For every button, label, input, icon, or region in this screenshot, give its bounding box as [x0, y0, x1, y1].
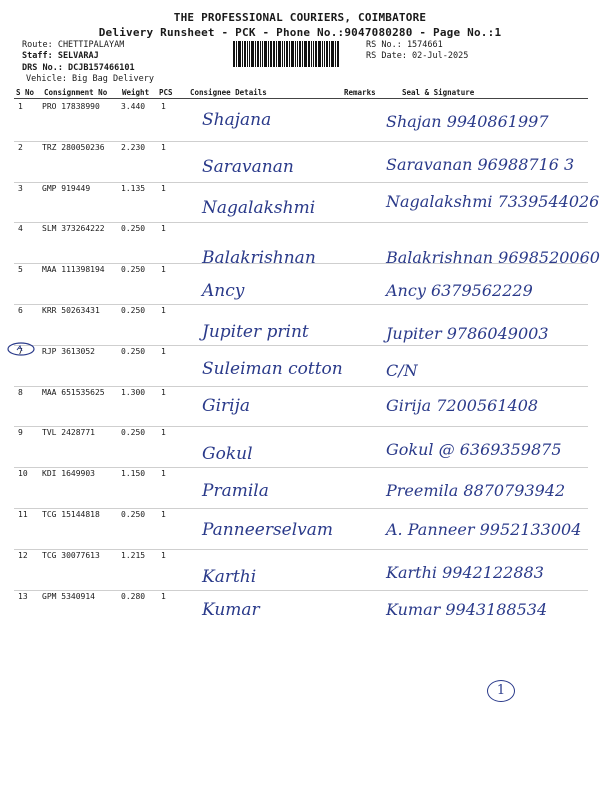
row-sno: 1	[18, 102, 23, 111]
row-sno: 2	[18, 142, 23, 152]
row-pcs: 1	[161, 387, 166, 397]
col-consignment: Consignment No	[44, 88, 108, 97]
row-sno: 11	[18, 510, 28, 519]
row-seal-signature: Jupiter 9786049003	[386, 324, 549, 343]
row-divider	[14, 222, 588, 223]
staff-label: Staff: SELVARAJ	[22, 51, 99, 61]
row-consignee-name: Pramila	[202, 481, 269, 502]
vehicle-label: Vehicle: Big Bag Delivery	[26, 74, 154, 84]
row-sno: 10	[18, 469, 28, 479]
row-consignment-no: TVL 2428771	[42, 428, 95, 438]
drs-number: DRS No.: DCJB157466101	[22, 63, 135, 73]
row-pcs: 1	[161, 510, 166, 519]
row-divider	[14, 345, 588, 346]
row-seal-signature: Karthi 9942122883	[386, 562, 544, 582]
row-consignee-name: Ancy	[202, 281, 245, 302]
row-weight: 1.300	[121, 387, 146, 397]
row-consignee-name: Nagalakshmi	[202, 197, 316, 218]
row-weight: 0.280	[121, 591, 146, 601]
row-divider	[14, 141, 588, 142]
runsheet-subtitle: Delivery Runsheet - PCK - Phone No.:9047080280 - Page No.:1	[98, 26, 502, 39]
row-seal-signature: A. Panneer 9952133004	[386, 520, 582, 539]
row-consignment-no: GMP 919449	[42, 183, 91, 193]
row-consignee-name: Shajana	[202, 110, 272, 130]
row-divider	[14, 549, 588, 550]
row-weight: 1.135	[121, 183, 146, 193]
row-weight: 0.250	[121, 428, 146, 438]
row-consignment-no: KDI 1649903	[42, 469, 95, 479]
row-sno: 5	[18, 265, 23, 275]
row-seal-signature: Kumar 9943188534	[386, 599, 548, 619]
row-pcs: 1	[161, 346, 166, 356]
page-mark-circled: 1	[487, 680, 515, 702]
row-weight: 2.230	[121, 142, 146, 152]
row-seal-signature: Ancy 6379562229	[386, 281, 533, 301]
row-consignment-no: MAA 111398194	[42, 265, 105, 275]
row-consignee-name: Suleiman cotton	[202, 358, 343, 379]
row-sno: 9	[18, 428, 23, 438]
row-pcs: 1	[161, 591, 166, 601]
row-consignee-name: Girija	[202, 395, 250, 416]
row-pcs: 1	[161, 142, 166, 152]
row-consignment-no: RJP 3613052	[42, 346, 95, 356]
row-sno: 13	[18, 591, 28, 601]
row-seal-signature: Gokul @ 6369359875	[386, 440, 562, 460]
row-pcs: 1	[161, 428, 166, 438]
row-weight: 0.250	[121, 510, 146, 519]
row-pcs: 1	[161, 306, 166, 315]
row-sno: 4	[18, 224, 23, 234]
row-sno: 6	[18, 306, 23, 315]
row-pcs: 1	[161, 183, 166, 193]
col-pcs: PCS	[159, 88, 173, 97]
col-seal: Seal & Signature	[402, 88, 475, 97]
row-divider	[14, 263, 588, 264]
col-remarks: Remarks	[344, 88, 376, 97]
header-rule	[14, 98, 588, 99]
row-seal-signature: C/N	[386, 360, 418, 380]
row-divider	[14, 508, 588, 509]
row-consignee-name: Jupiter print	[202, 322, 309, 342]
row-consignee-name: Kumar	[202, 599, 260, 620]
row-divider	[14, 386, 588, 387]
row-seal-signature: Girija 7200561408	[386, 395, 539, 415]
row-consignment-no: MAA 651535625	[42, 387, 105, 397]
col-consignee: Consignee Details	[190, 88, 267, 97]
row-seal-signature: Preemila 8870793942	[386, 481, 566, 501]
row-sno: 12	[18, 550, 28, 560]
row-pcs: 1	[161, 102, 166, 111]
row-consignee-name: Saravanan	[202, 156, 294, 177]
col-sno: S No	[16, 88, 35, 97]
company-title: THE PROFESSIONAL COURIERS, COIMBATORE	[173, 11, 427, 24]
row-pcs: 1	[161, 469, 166, 479]
row-divider	[14, 426, 588, 427]
row-weight: 3.440	[121, 102, 146, 111]
col-weight: Weight	[122, 88, 150, 97]
row-consignment-no: SLM 373264222	[42, 224, 105, 234]
row-weight: 0.250	[121, 306, 146, 315]
row-pcs: 1	[161, 224, 166, 234]
row-seal-signature: Balakrishnan 9698520060	[386, 248, 600, 268]
row-sno: 3	[18, 183, 23, 193]
row-divider	[14, 304, 588, 305]
row-consignee-name: Panneerselvam	[202, 520, 334, 540]
row-divider	[14, 590, 588, 591]
row-weight: 1.150	[121, 469, 146, 479]
rs-date: RS Date: 02-Jul-2025	[366, 51, 469, 61]
row-weight: 0.250	[121, 346, 146, 356]
row-sno: 8	[18, 387, 23, 397]
row-consignee-name: Balakrishnan	[202, 248, 316, 269]
route-label: Route: CHETTIPALAYAM	[22, 40, 125, 50]
row-weight: 0.250	[121, 224, 146, 234]
row-consignment-no: TCG 15144818	[42, 510, 100, 519]
ink-circle-mark	[5, 340, 37, 358]
row-consignment-no: PRO 17838990	[42, 102, 100, 111]
row-weight: 0.250	[121, 265, 146, 275]
barcode	[233, 41, 361, 67]
row-pcs: 1	[161, 550, 166, 560]
row-weight: 1.215	[121, 550, 146, 560]
row-seal-signature: Nagalakshmi 7339544026	[386, 191, 600, 211]
row-seal-signature: Saravanan 96988716 3	[386, 154, 575, 174]
row-consignee-name: Gokul	[202, 444, 253, 465]
row-consignment-no: TRZ 280050236	[42, 142, 105, 152]
row-sno: 7	[18, 346, 23, 356]
row-divider	[14, 467, 588, 468]
row-consignee-name: Karthi	[202, 566, 257, 587]
row-consignment-no: TCG 30077613	[42, 550, 100, 560]
row-consignment-no: KRR 50263431	[42, 306, 100, 315]
row-consignment-no: GPM 5340914	[42, 591, 95, 601]
rs-number: RS No.: 1574661	[366, 40, 443, 50]
row-pcs: 1	[161, 265, 166, 275]
row-divider	[14, 182, 588, 183]
row-seal-signature: Shajan 9940861997	[386, 112, 549, 131]
